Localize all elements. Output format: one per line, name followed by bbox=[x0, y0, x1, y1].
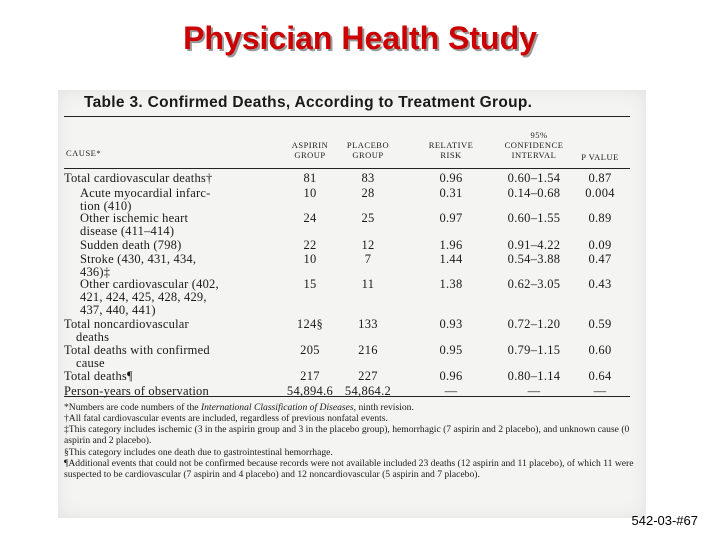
footnote-text: †All fatal cardiovascular events are included, regardless of previous nonfatal events. bbox=[64, 413, 388, 424]
header-aspirin-group: ASPIRIN GROUP bbox=[291, 140, 329, 160]
row-aspirin-cell: 81 bbox=[303, 171, 317, 185]
footnote bbox=[64, 447, 634, 458]
row-cause-text: Total noncardiovascular bbox=[64, 317, 189, 331]
header-confidence-interval: CONFIDENCE INTERVAL bbox=[504, 140, 564, 160]
row-cause-text: 437, 440, 441) bbox=[80, 303, 156, 317]
scanned-table bbox=[58, 90, 646, 518]
row-ci-cell: 0.62–3.05 bbox=[507, 277, 561, 291]
row-ci-cell: 0.14–0.68 bbox=[507, 186, 561, 200]
row-placebo-cell: 11 bbox=[361, 277, 375, 291]
header-bottom-rule bbox=[64, 168, 630, 169]
row-placebo-cell: 54,864.2 bbox=[344, 384, 392, 398]
row-placebo-cell: 133 bbox=[358, 317, 378, 331]
row-cause-text: Other ischemic heart bbox=[80, 211, 189, 225]
row-p-cell: 0.64 bbox=[588, 369, 612, 383]
row-rr-cell: 1.44 bbox=[439, 252, 463, 266]
row-aspirin-cell: 54,894.6 bbox=[286, 384, 334, 398]
slide-title: Physician Health Study bbox=[183, 20, 537, 56]
row-cause-text: Acute myocardial infarc- bbox=[80, 186, 211, 200]
row-aspirin-cell: 22 bbox=[303, 238, 317, 252]
row-rr-cell: 1.96 bbox=[439, 238, 463, 252]
row-rr-cell: 1.38 bbox=[439, 277, 463, 291]
row-aspirin-cell: 124§ bbox=[296, 317, 324, 331]
row-aspirin-cell: 15 bbox=[303, 277, 317, 291]
row-cause-text: Other cardiovascular (402, bbox=[80, 277, 219, 291]
row-aspirin-cell: 10 bbox=[303, 186, 317, 200]
row-cause-text: Person-years of observation bbox=[64, 384, 209, 398]
row-p-cell: 0.59 bbox=[588, 317, 612, 331]
row-rr-cell: 0.96 bbox=[439, 171, 463, 185]
row-placebo-cell: 25 bbox=[361, 211, 375, 225]
footnote-text: , ninth revision. bbox=[353, 402, 414, 413]
header-cause: CAUSE* bbox=[66, 148, 102, 158]
row-ci-cell: 0.60–1.54 bbox=[507, 171, 561, 185]
row-placebo-cell: 28 bbox=[361, 186, 375, 200]
table-bottom-rule bbox=[64, 396, 630, 397]
footnote-text: ‡This category includes ischemic (3 in the aspirin group and 3 in the placebo group), hemorrhagic (7 aspirin and 2 placebo), and unknown cause (0 aspirin and 2 placebo). bbox=[64, 424, 630, 447]
row-placebo-cell: 216 bbox=[358, 343, 378, 357]
row-cause-text: disease (411–414) bbox=[80, 224, 175, 238]
footnote-text: ¶Additional events that could not be confirmed because records were not available included 23 deaths (12 aspirin and 11 placebo), of which 11 were suspected to be cardiovascular (7 aspirin and 4 placebo) and 12 noncardiovascular (5 aspirin and 7 placebo). bbox=[64, 458, 634, 481]
row-ci-cell: 0.54–3.88 bbox=[507, 252, 561, 266]
row-rr-cell: 0.97 bbox=[439, 211, 463, 225]
table-title: Table 3. Confirmed Deaths, According to Treatment Group. bbox=[84, 94, 533, 111]
row-aspirin-cell: 217 bbox=[300, 369, 320, 383]
row-cause-text: Total cardiovascular deaths† bbox=[64, 171, 213, 185]
row-cause-text: 421, 424, 425, 428, 429, bbox=[80, 290, 207, 304]
row-cause-text: Total deaths with confirmed bbox=[64, 343, 210, 357]
row-cause-text: Sudden death (798) bbox=[80, 238, 182, 252]
row-aspirin-cell: 205 bbox=[300, 343, 320, 357]
row-placebo-cell: 7 bbox=[364, 252, 372, 266]
header-p-value: P VALUE bbox=[581, 152, 619, 162]
row-cause-text: Total deaths¶ bbox=[64, 369, 133, 383]
row-p-cell: 0.60 bbox=[588, 343, 612, 357]
row-placebo-cell: 227 bbox=[358, 369, 378, 383]
row-ci-cell: 0.79–1.15 bbox=[507, 343, 561, 357]
slide-code: 542-03-#67 bbox=[631, 513, 698, 528]
row-ci-cell: 0.91–4.22 bbox=[507, 238, 561, 252]
row-rr-cell: — bbox=[444, 384, 458, 398]
row-ci-cell: 0.80–1.14 bbox=[507, 369, 561, 383]
row-placebo-cell: 12 bbox=[361, 238, 375, 252]
row-p-cell: 0.09 bbox=[588, 238, 612, 252]
row-rr-cell: 0.95 bbox=[439, 343, 463, 357]
row-ci-cell: 0.72–1.20 bbox=[507, 317, 561, 331]
row-aspirin-cell: 24 bbox=[303, 211, 317, 225]
footnote-text: International Classification of Diseases bbox=[200, 402, 354, 413]
row-ci-cell: — bbox=[527, 384, 541, 398]
header-ci-percent: 95% bbox=[530, 130, 548, 140]
row-rr-cell: 0.93 bbox=[439, 317, 463, 331]
row-rr-cell: 0.31 bbox=[439, 186, 463, 200]
row-p-cell: 0.43 bbox=[588, 277, 612, 291]
header-placebo-group: PLACEBO GROUP bbox=[346, 140, 390, 160]
footnote bbox=[64, 458, 634, 480]
row-aspirin-cell: 10 bbox=[303, 252, 317, 266]
footnote bbox=[64, 402, 634, 413]
row-p-cell: 0.004 bbox=[585, 186, 615, 200]
row-ci-cell: 0.60–1.55 bbox=[507, 211, 561, 225]
footnote bbox=[64, 413, 634, 424]
row-cause-text: tion (410) bbox=[80, 199, 132, 213]
row-placebo-cell: 83 bbox=[361, 171, 375, 185]
table-top-rule bbox=[64, 116, 630, 117]
footnote-text: §This category includes one death due to gastrointestinal hemorrhage. bbox=[64, 447, 333, 458]
row-p-cell: 0.87 bbox=[588, 171, 612, 185]
row-p-cell: 0.47 bbox=[588, 252, 612, 266]
row-p-cell: 0.89 bbox=[588, 211, 612, 225]
row-cause-text: cause bbox=[76, 356, 105, 370]
row-cause-text: 436)‡ bbox=[80, 265, 111, 279]
header-relative-risk: RELATIVE RISK bbox=[428, 140, 474, 160]
row-cause-text: Stroke (430, 431, 434, bbox=[80, 252, 197, 266]
row-p-cell: — bbox=[593, 384, 607, 398]
footnote-text: *Numbers are code numbers of the bbox=[64, 402, 201, 413]
footnote bbox=[64, 424, 634, 446]
row-rr-cell: 0.96 bbox=[439, 369, 463, 383]
row-cause-text: deaths bbox=[76, 330, 110, 344]
